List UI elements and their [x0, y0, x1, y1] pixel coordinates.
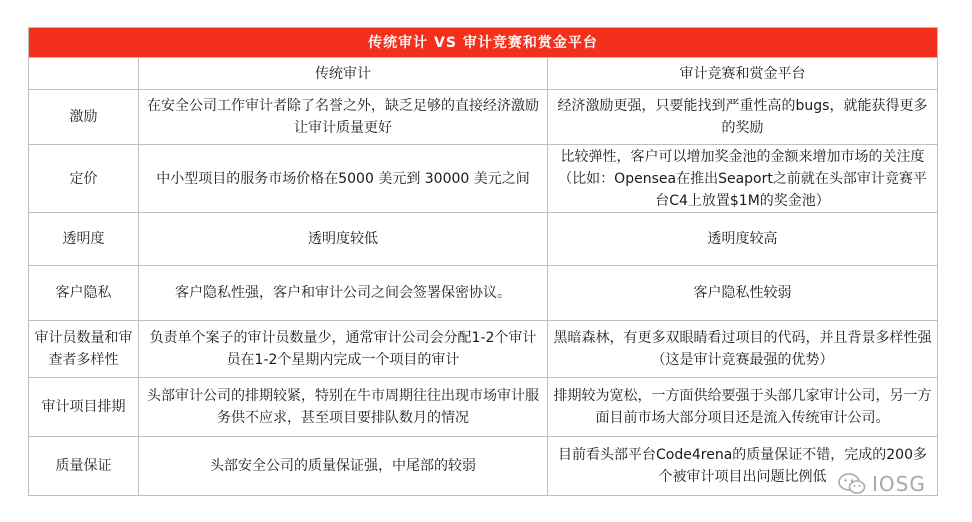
- table-header-row: [29, 58, 938, 90]
- row-label: 定价: [29, 145, 139, 213]
- traditional-cell: 客户隐私性强，客户和审计公司之间会签署保密协议。: [139, 266, 548, 321]
- traditional-cell: 头部审计公司的排期较紧，特别在牛市周期往往出现市场审计服务供不应求，甚至项目要排队数月的情况: [139, 378, 548, 437]
- contest-cell: 比较弹性，客户可以增加奖金池的金额来增加市场的关注度（比如：Opensea在推出Seaport之前就在头部审计竞赛平台C4上放置$1M的奖金池）: [548, 145, 938, 213]
- contest-cell: 黑暗森林，有更多双眼睛看过项目的代码，并且背景多样性强（这是审计竞赛最强的优势）: [548, 321, 938, 378]
- comparison-table: [28, 27, 938, 496]
- row-label: 透明度: [29, 213, 139, 266]
- row-label: 激励: [29, 90, 139, 145]
- table-row: [29, 437, 938, 496]
- contest-cell: 透明度较高: [548, 213, 938, 266]
- header-audit-contest: 审计竞赛和赏金平台: [548, 58, 938, 90]
- contest-cell: 客户隐私性较弱: [548, 266, 938, 321]
- traditional-cell: 头部安全公司的质量保证强，中尾部的较弱: [139, 437, 548, 496]
- row-label: 质量保证: [29, 437, 139, 496]
- table-row: [29, 90, 938, 145]
- watermark-text: IOSG: [872, 472, 926, 496]
- traditional-cell: 中小型项目的服务市场价格在5000 美元到 30000 美元之间: [139, 145, 548, 213]
- header-traditional-audit: 传统审计: [139, 58, 548, 90]
- row-label: 审计员数量和审查者多样性: [29, 321, 139, 378]
- table-row: [29, 145, 938, 213]
- traditional-cell: 负责单个案子的审计员数量少，通常审计公司会分配1-2个审计员在1-2个星期内完成一个项目的审计: [139, 321, 548, 378]
- traditional-cell: 在安全公司工作审计者除了名誉之外，缺乏足够的直接经济激励让审计质量更好: [139, 90, 548, 145]
- header-empty: [29, 58, 139, 90]
- table-row: [29, 213, 938, 266]
- wechat-icon: [838, 472, 866, 496]
- comparison-table-container: [28, 27, 937, 496]
- row-label: 客户隐私: [29, 266, 139, 321]
- table-row: [29, 266, 938, 321]
- table-row: [29, 321, 938, 378]
- contest-cell: 目前看头部平台Code4rena的质量保证不错，完成的200多个被审计项目出问题比例低: [548, 437, 938, 496]
- watermark: [838, 470, 926, 498]
- traditional-cell: 透明度较低: [139, 213, 548, 266]
- contest-cell: 排期较为宽松，一方面供给要强于头部几家审计公司，另一方面目前市场大部分项目还是流入传统审计公司。: [548, 378, 938, 437]
- table-row: [29, 378, 938, 437]
- row-label: 审计项目排期: [29, 378, 139, 437]
- contest-cell: 经济激励更强，只要能找到严重性高的bugs，就能获得更多的奖励: [548, 90, 938, 145]
- table-title: 传统审计 VS 审计竞赛和赏金平台: [29, 28, 938, 58]
